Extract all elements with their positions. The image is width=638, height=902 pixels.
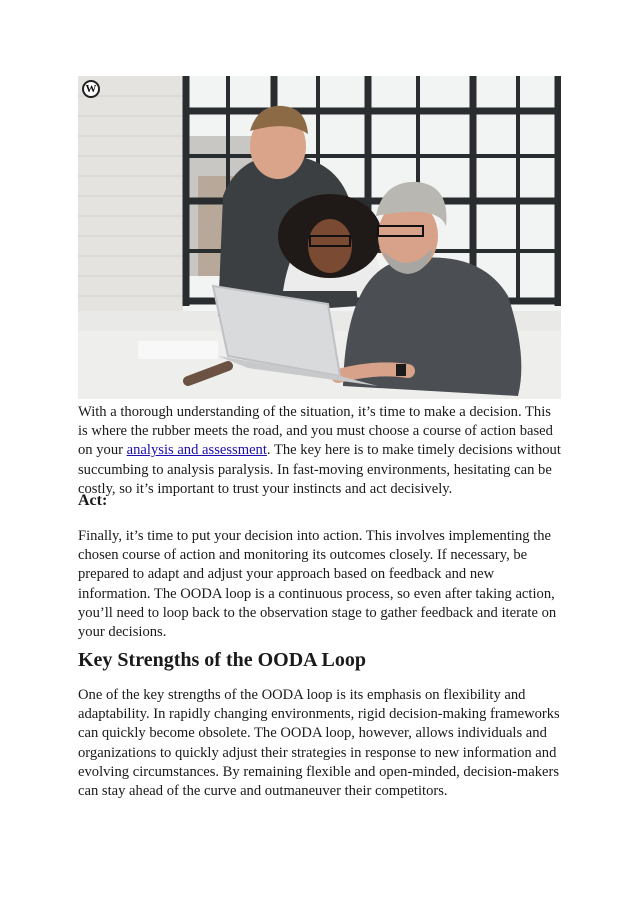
decide-text-after-link: . The key here is to make timely decisions without succumbing to analysis paralysis. In fast-moving environments, hesitating can be costly, so it’s important to trust your instincts and act decisively. bbox=[78, 442, 561, 497]
strengths-paragraph-text: One of the key strengths of the OODA loop is its emphasis on flexibility and adaptability. In rapidly changing environments, rigid decision-making frameworks can quickly become obsolete. The OODA loop, however, allows individuals and organizations to quickly adjust their strategies in response to new information and evolving circumstances. By remaining flexible and open-minded, decision-makers can stay ahead of the curve and outmaneuver their competitors. bbox=[78, 687, 560, 800]
decide-text-before-link: With a thorough understanding of the situation, it’s time to make a decision. This is where the rubber meets the road, and you must choose a course of action based on your bbox=[78, 404, 553, 459]
office-scene-illustration bbox=[78, 76, 561, 399]
article-photo bbox=[78, 76, 561, 399]
analysis-assessment-link[interactable]: analysis and assessment bbox=[126, 442, 267, 459]
strengths-heading: Key Strengths of the OODA Loop bbox=[78, 649, 366, 671]
act-heading: Act: bbox=[78, 492, 108, 509]
act-paragraph-text: Finally, it’s time to put your decision into action. This involves implementing the chosen course of action and monitoring its outcomes closely. If necessary, be prepared to adapt and adjust your approach based on feedback and new information. The OODA loop is a continuous process, so even after taking action, you’ll need to loop back to the observation stage to gather feedback and iterate on your decisions. bbox=[78, 528, 557, 641]
act-paragraph bbox=[78, 527, 564, 642]
decide-paragraph bbox=[78, 403, 564, 499]
logo-badge-icon: W bbox=[82, 80, 100, 98]
strengths-paragraph bbox=[78, 686, 564, 801]
